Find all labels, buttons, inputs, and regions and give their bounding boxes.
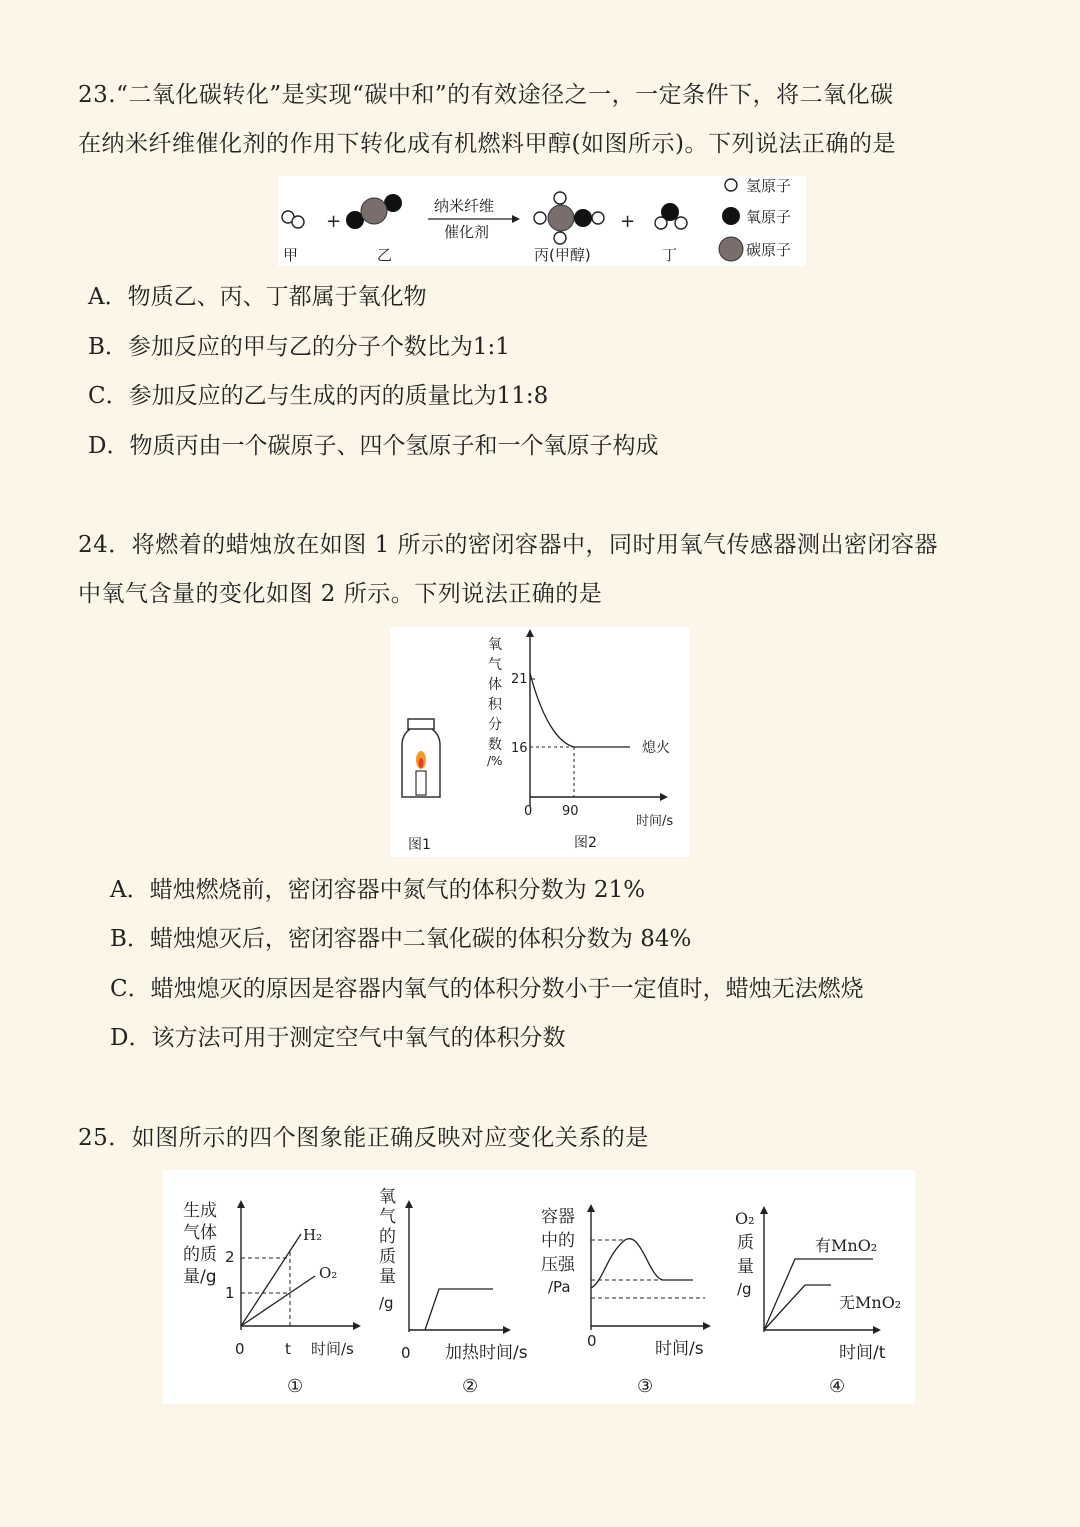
plus-sign-2: +	[620, 211, 636, 232]
ylabel-char-7: /%	[487, 754, 503, 768]
graph-1	[183, 1200, 361, 1397]
arrow-top-label: 纳米纤维	[434, 197, 495, 215]
g1-ylabel-3: 的质	[183, 1245, 217, 1265]
q23-option-d[interactable]: D．物质丙由一个碳原子、四个氢原子和一个氧原子构成	[88, 433, 659, 459]
q24-option-d[interactable]: D．该方法可用于测定空气中氧气的体积分数	[110, 1025, 566, 1051]
q25-stem: 25．如图所示的四个图象能正确反映对应变化关系的是	[78, 1125, 649, 1151]
g3-ylabel-4: /Pa	[548, 1278, 571, 1296]
atom-legend	[719, 177, 791, 261]
g1-label-h2: H₂	[303, 1226, 323, 1244]
tick-0: 0	[524, 804, 533, 819]
g4-x-arrow-icon	[873, 1326, 881, 1334]
g3-ylabel-2: 中的	[541, 1231, 575, 1251]
fig1-caption: 图1	[408, 837, 431, 853]
g4-ylabel-4: /g	[737, 1280, 752, 1298]
g1-ylabel-4: 量/g	[183, 1267, 217, 1287]
g2-y-arrow-icon	[405, 1200, 413, 1208]
g3-origin: 0	[587, 1332, 597, 1350]
legend-oxygen: 氧原子	[746, 208, 792, 226]
g3-x-arrow-icon	[703, 1322, 711, 1330]
g4-label-without: 无MnO₂	[839, 1293, 902, 1312]
graph-3	[541, 1204, 711, 1397]
g2-ylabel-2: 气	[379, 1207, 396, 1227]
g3-xlabel: 时间/s	[655, 1339, 704, 1359]
g3-y-arrow-icon	[587, 1204, 595, 1212]
q25-figure	[163, 1170, 915, 1404]
x-axis-label: 时间/s	[636, 814, 674, 829]
g2-origin: 0	[401, 1344, 411, 1362]
q24-stem-line1: 24．将燃着的蜡烛放在如图 1 所示的密闭容器中，同时用氧气传感器测出密闭容器	[78, 532, 939, 558]
g1-origin: 0	[235, 1340, 245, 1358]
q24-option-b[interactable]: B．蜡烛熄灭后，密闭容器中二氧化碳的体积分数为 84%	[110, 926, 692, 952]
candle-icon	[416, 771, 426, 795]
graph-4	[735, 1206, 901, 1397]
fig2-caption: 图2	[574, 835, 597, 851]
extinguish-label: 熄火	[642, 740, 670, 756]
g2-ylabel-1: 氧	[379, 1187, 396, 1207]
arrow-bottom-label: 催化剂	[444, 223, 490, 241]
graph-2	[379, 1187, 528, 1397]
molecule-bing	[534, 192, 604, 244]
g1-label-o2: O₂	[319, 1264, 338, 1282]
tick-90: 90	[562, 804, 579, 819]
molecule-ding	[655, 203, 687, 229]
g3-caption: ③	[637, 1376, 654, 1397]
g4-y-arrow-icon	[760, 1206, 768, 1214]
g1-o2-line	[241, 1276, 315, 1326]
q24-option-c[interactable]: C．蜡烛熄灭的原因是容器内氧气的体积分数小于一定值时，蜡烛无法燃烧	[110, 976, 864, 1002]
ylabel-char-5: 分	[488, 717, 502, 733]
g2-ylabel-4: 质	[379, 1247, 396, 1267]
g4-ylabel-3: 量	[737, 1257, 754, 1277]
ylabel-char-6: 数	[488, 737, 502, 753]
q23-option-a[interactable]: A．物质乙、丙、丁都属于氧化物	[88, 284, 427, 310]
g1-x-arrow-icon	[353, 1322, 361, 1330]
g1-tick-t: t	[285, 1340, 291, 1358]
label-yi: 乙	[377, 246, 393, 264]
g2-ylabel-6: /g	[379, 1294, 394, 1312]
oxygen-atom-icon	[722, 207, 740, 225]
g4-ylabel-2: 质	[737, 1233, 754, 1253]
g2-caption: ②	[462, 1376, 479, 1397]
plus-sign-1: +	[326, 211, 342, 232]
g1-y-arrow-icon	[237, 1200, 245, 1208]
g2-xlabel: 加热时间/s	[445, 1343, 528, 1363]
g2-x-arrow-icon	[503, 1326, 511, 1334]
g4-ylabel-1: O₂	[735, 1209, 755, 1228]
g1-caption: ①	[287, 1376, 304, 1397]
g2-ylabel-3: 的	[379, 1227, 396, 1247]
g1-xlabel: 时间/s	[311, 1340, 354, 1358]
y-axis-arrow-icon	[526, 629, 534, 637]
carbon-atom-icon	[719, 237, 743, 261]
ylabel-char-1: 氧	[488, 637, 502, 653]
molecule-yi	[346, 194, 402, 229]
oxygen-chart	[487, 629, 673, 851]
g1-ylabel-1: 生成	[183, 1201, 217, 1221]
q23-option-b[interactable]: B．参加反应的甲与乙的分子个数比为1:1	[88, 334, 510, 360]
g2-oxygen-line	[425, 1289, 493, 1330]
q23-stem-line1: 23.“二氧化碳转化”是实现“碳中和”的有效途径之一，一定条件下，将二氧化碳	[78, 82, 894, 108]
ylabel-char-4: 积	[488, 697, 502, 713]
q24-stem-line2: 中氧气含量的变化如图 2 所示。下列说法正确的是	[78, 581, 603, 607]
arrow-head-icon	[512, 215, 520, 223]
g2-ylabel-5: 量	[379, 1267, 396, 1287]
g1-ylabel-2: 气体	[183, 1223, 217, 1243]
g1-tick-2: 2	[225, 1248, 235, 1266]
q24-option-a[interactable]: A．蜡烛燃烧前，密闭容器中氮气的体积分数为 21%	[110, 877, 646, 903]
q23-stem-line2: 在纳米纤维催化剂的作用下转化成有机燃料甲醇(如图所示)。下列说法正确的是	[78, 131, 896, 157]
g3-ylabel-3: 压强	[541, 1255, 575, 1275]
g4-xlabel: 时间/t	[839, 1343, 886, 1363]
g4-label-with: 有MnO₂	[815, 1236, 878, 1255]
q24-figure	[390, 627, 690, 857]
oxygen-curve	[530, 673, 630, 747]
g1-tick-1: 1	[225, 1284, 235, 1302]
legend-hydrogen: 氢原子	[746, 177, 792, 195]
label-bing: 丙(甲醇)	[534, 246, 591, 264]
ylabel-char-2: 气	[488, 657, 502, 673]
x-axis-arrow-icon	[660, 793, 668, 801]
sealed-jar-with-candle	[402, 719, 440, 797]
legend-carbon: 碳原子	[746, 241, 792, 259]
tick-16: 16	[511, 741, 528, 756]
molecule-jia	[282, 211, 304, 228]
q23-option-c[interactable]: C．参加反应的乙与生成的丙的质量比为11:8	[88, 383, 549, 409]
ylabel-char-3: 体	[488, 677, 502, 693]
hydrogen-atom-icon	[725, 179, 737, 191]
label-ding: 丁	[662, 246, 678, 264]
g3-ylabel-1: 容器	[541, 1207, 575, 1227]
tick-21: 21	[511, 672, 528, 687]
g1-h2-line	[241, 1234, 301, 1326]
q23-reaction-figure	[278, 176, 806, 266]
label-jia: 甲	[283, 246, 299, 264]
g4-caption: ④	[829, 1376, 846, 1397]
g3-pressure-curve	[591, 1239, 693, 1288]
